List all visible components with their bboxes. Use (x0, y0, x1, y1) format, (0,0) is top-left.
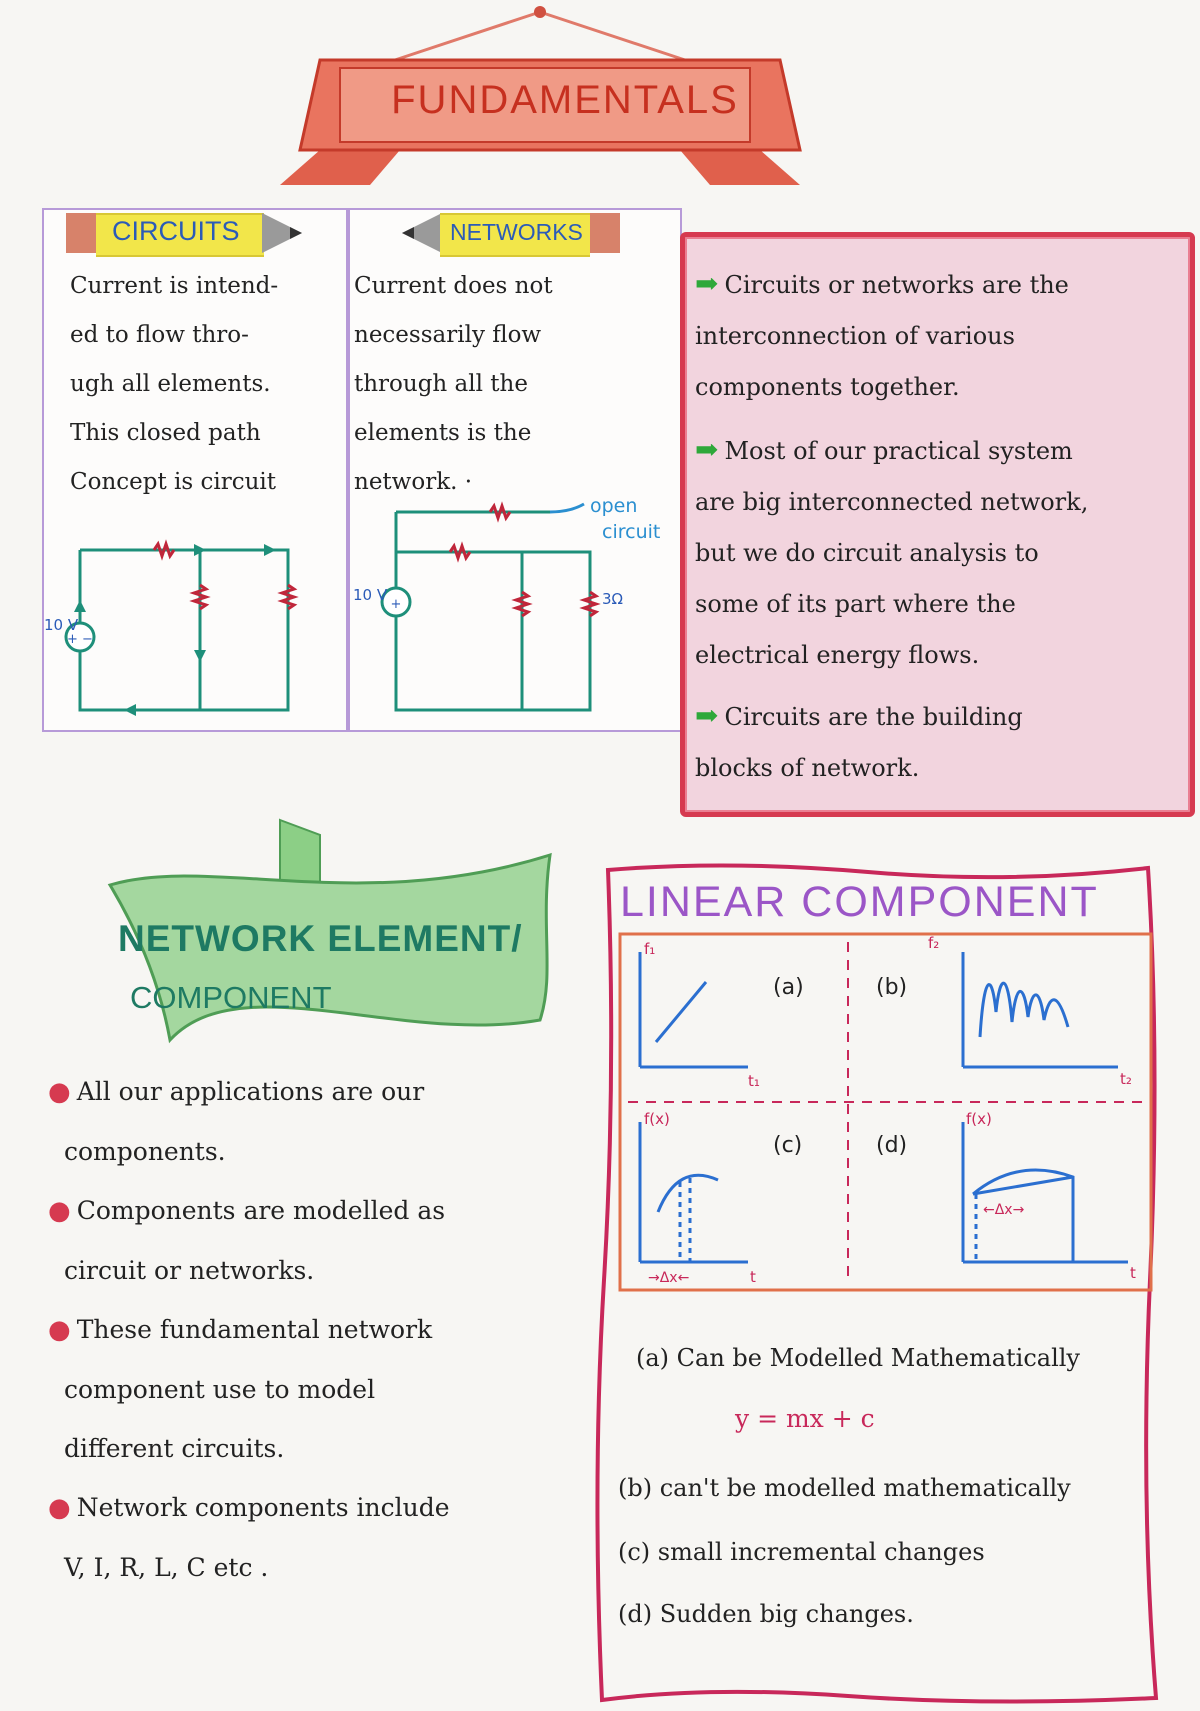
text-line: through all the (354, 371, 528, 397)
axis-label: t₂ (1120, 1070, 1132, 1088)
text-line: electrical energy flows. (695, 641, 980, 669)
text-line: V, I, R, L, C etc . (64, 1553, 269, 1582)
axis-label: f₁ (644, 940, 656, 958)
arrow-icon: ➡ (695, 267, 719, 300)
text-line: This closed path (70, 420, 261, 446)
text-line: network. · (354, 469, 473, 495)
text-line: Current is intend- (70, 273, 279, 299)
circuits-label: CIRCUITS (112, 216, 240, 246)
text-line: Concept is circuit (70, 469, 277, 495)
plot-tag: (b) (876, 975, 908, 1000)
definition-point (695, 424, 1175, 681)
axis-label: f(x) (966, 1110, 992, 1128)
list-item: ● All our applications are our (48, 1077, 425, 1107)
network-element-subtitle: COMPONENT (130, 980, 332, 1015)
arrow-icon: ➡ (695, 433, 719, 466)
svg-text:+: + (390, 597, 402, 612)
axis-label: f(x) (644, 1110, 670, 1128)
text-line: Circuits are the building (724, 703, 1023, 731)
networks-label: NETWORKS (450, 219, 583, 245)
text-line: components. (64, 1137, 226, 1166)
circuits-description (70, 262, 345, 507)
equation: y = mx + c (735, 1404, 875, 1433)
definition-point (695, 690, 1175, 794)
note-d: (d) Sudden big changes. (618, 1600, 914, 1628)
plot-tag: (a) (773, 975, 804, 1000)
network-element-title: NETWORK ELEMENT/ (118, 918, 523, 959)
plot-tag: (c) (773, 1133, 803, 1158)
text-line: are big interconnected network, (695, 488, 1089, 516)
network-element-list (48, 1062, 568, 1597)
text-line: circuit or networks. (64, 1256, 315, 1285)
text-line: components together. (695, 373, 960, 401)
text-line: ugh all elements. (70, 371, 271, 397)
delta-label: ←Δx→ (983, 1202, 1025, 1218)
text-line: component use to model (64, 1375, 376, 1404)
closed-circuit-diagram (44, 520, 344, 720)
note-b: (b) can't be modelled mathematically (618, 1474, 1071, 1502)
network-diagram (350, 492, 680, 722)
text-line: elements is the (354, 420, 532, 446)
page-title: FUNDAMENTALS (391, 78, 739, 122)
delta-label: →Δx← (648, 1270, 690, 1286)
open-circuit-label: open (590, 495, 638, 517)
text-line: ed to flow thro- (70, 322, 249, 348)
text-line: but we do circuit analysis to (695, 539, 1039, 567)
source-symbol: + − (67, 632, 93, 647)
definition-point (695, 258, 1175, 413)
text-line: Current does not (354, 273, 553, 299)
circuits-pencil (66, 211, 306, 255)
text-line: necessarily flow (354, 322, 542, 348)
text-line: interconnection of various (695, 322, 1015, 350)
axis-label: t₁ (748, 1072, 760, 1090)
note-c: (c) small incremental changes (618, 1538, 985, 1566)
source-label: 10 V (44, 616, 79, 634)
note-a: (a) Can be Modelled Mathematically (636, 1344, 1080, 1372)
axis-label: f₂ (928, 934, 940, 952)
plot-tag: (d) (876, 1133, 908, 1158)
open-circuit-label: circuit (602, 521, 661, 543)
text-line: Circuits or networks are the (724, 271, 1069, 299)
text-line: Most of our practical system (724, 437, 1073, 465)
axis-label: t (1130, 1264, 1136, 1282)
text-line: different circuits. (64, 1434, 285, 1463)
source-label: 10 V (353, 586, 388, 604)
text-line: blocks of network. (695, 754, 920, 782)
text-line: some of its part where the (695, 590, 1016, 618)
list-item: ● Network components include (48, 1493, 450, 1523)
list-item: ● These fundamental network (48, 1315, 433, 1345)
networks-description (354, 262, 674, 507)
resistor-label: 3Ω (602, 590, 624, 608)
arrow-icon: ➡ (695, 699, 719, 732)
linear-component-plots (618, 932, 1153, 1292)
list-item: ● Components are modelled as (48, 1196, 446, 1226)
axis-label: t (750, 1268, 756, 1286)
networks-pencil (398, 211, 620, 255)
linear-component-title: LINEAR COMPONENT (620, 878, 1099, 926)
